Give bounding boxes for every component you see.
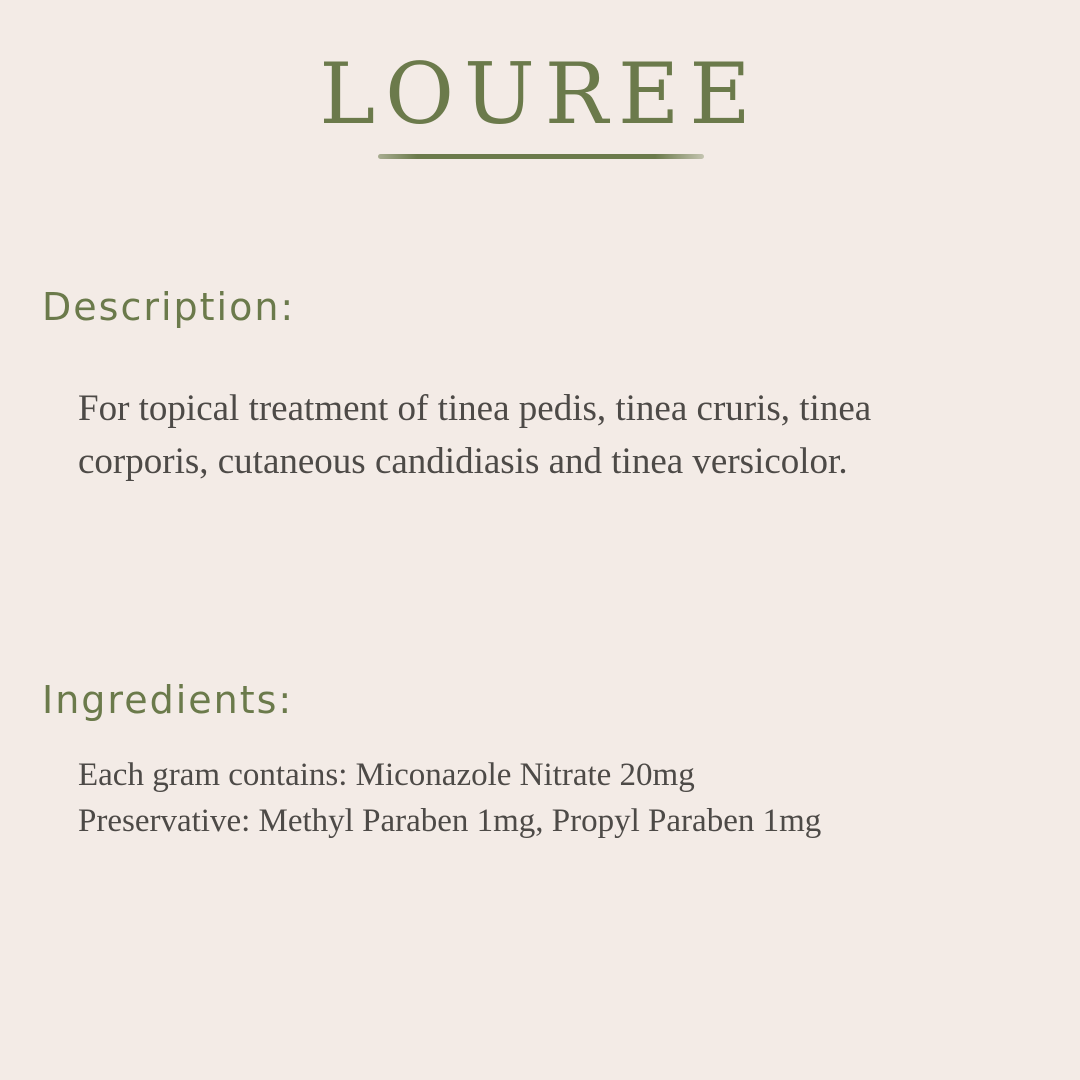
ingredient-line: Preservative: Methyl Paraben 1mg, Propyl Paraben 1mg xyxy=(78,803,822,839)
ingredients-heading: Ingredients: xyxy=(42,678,294,722)
ingredient-line: Each gram contains: Miconazole Nitrate 20mg xyxy=(78,757,695,793)
brand-underline xyxy=(378,154,704,159)
ingredients-list xyxy=(78,752,1038,844)
brand-logo: LOUREE xyxy=(319,45,761,143)
description-text: For topical treatment of tinea pedis, tinea cruris, tinea corporis, cutaneous candidiasis and tinea versicolor. xyxy=(78,388,872,482)
description-heading: Description: xyxy=(42,285,296,329)
